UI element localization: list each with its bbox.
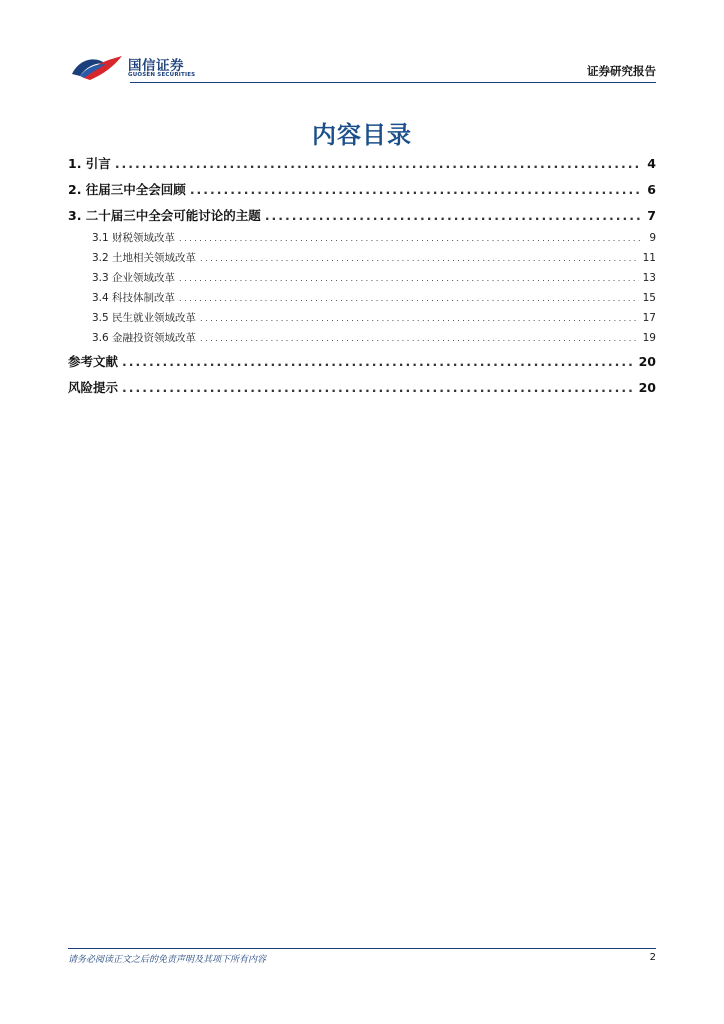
toc-leader-dots <box>200 254 639 263</box>
toc-leader-dots <box>122 380 635 395</box>
toc-page-number: 7 <box>647 208 656 223</box>
toc-leader-dots <box>122 354 635 369</box>
toc-entry-label: 2. 往届三中全会回顾 <box>68 182 186 197</box>
toc-entry-label: 1. 引言 <box>68 156 111 171</box>
toc-leader-dots <box>179 274 639 283</box>
toc-leader-dots <box>200 334 639 343</box>
toc-page-number: 17 <box>642 312 656 324</box>
toc-page-number: 15 <box>642 292 656 304</box>
toc-entry-label: 3.2 土地相关领域改革 <box>92 252 197 264</box>
toc-entry-label: 3.5 民生就业领域改革 <box>92 312 197 324</box>
toc-entry-livelihood-reform[interactable] <box>68 310 656 328</box>
toc-entry-references[interactable] <box>68 352 656 372</box>
footer-divider <box>68 948 656 949</box>
footer-disclaimer: 请务必阅读正文之后的免责声明及其项下所有内容 <box>68 955 267 965</box>
toc-page-number: 4 <box>647 156 656 171</box>
toc-leader-dots <box>190 182 640 197</box>
toc-page-number: 19 <box>642 332 656 344</box>
guosen-logo <box>70 50 210 84</box>
toc-page-number: 20 <box>638 380 656 395</box>
toc-leader-dots <box>179 234 640 243</box>
page-header <box>68 50 656 86</box>
toc-page-number: 6 <box>647 182 656 197</box>
report-type-label: 证券研究报告 <box>587 64 656 78</box>
logo-chinese-name: 国信证券 <box>128 58 184 74</box>
toc-entry-label: 3. 二十届三中全会可能讨论的主题 <box>68 208 261 223</box>
toc-entry-label: 3.1 财税领域改革 <box>92 232 176 244</box>
toc-page-number: 13 <box>642 272 656 284</box>
toc-leader-dots <box>265 208 640 223</box>
guosen-logo-mark-icon <box>70 52 124 82</box>
toc-entry-label: 风险提示 <box>68 380 119 395</box>
header-divider <box>130 82 656 83</box>
toc-entry-fiscal-reform[interactable] <box>68 230 656 248</box>
toc-page-number: 9 <box>649 232 656 244</box>
toc-entry-possible-topics[interactable] <box>68 206 656 226</box>
toc-entry-tech-reform[interactable] <box>68 290 656 308</box>
toc-entry-introduction[interactable] <box>68 154 656 174</box>
logo-english-name: GUOSEN SECURITIES <box>128 72 196 78</box>
toc-page-number: 20 <box>638 354 656 369</box>
page-number: 2 <box>649 952 656 963</box>
toc-entry-label: 参考文献 <box>68 354 119 369</box>
toc-entry-label: 3.6 金融投资领域改革 <box>92 332 197 344</box>
toc-leader-dots <box>200 314 639 323</box>
toc-leader-dots <box>179 294 639 303</box>
toc-leader-dots <box>115 156 640 171</box>
toc-entry-label: 3.3 企业领域改革 <box>92 272 176 284</box>
toc-entry-land-reform[interactable] <box>68 250 656 268</box>
toc-entry-finance-reform[interactable] <box>68 330 656 348</box>
toc-entry-enterprise-reform[interactable] <box>68 270 656 288</box>
toc-page-number: 11 <box>642 252 656 264</box>
toc-entry-label: 3.4 科技体制改革 <box>92 292 176 304</box>
toc-entry-past-plenums[interactable] <box>68 180 656 200</box>
toc-entry-risk-warning[interactable] <box>68 378 656 398</box>
toc-title: 内容目录 <box>312 121 412 149</box>
